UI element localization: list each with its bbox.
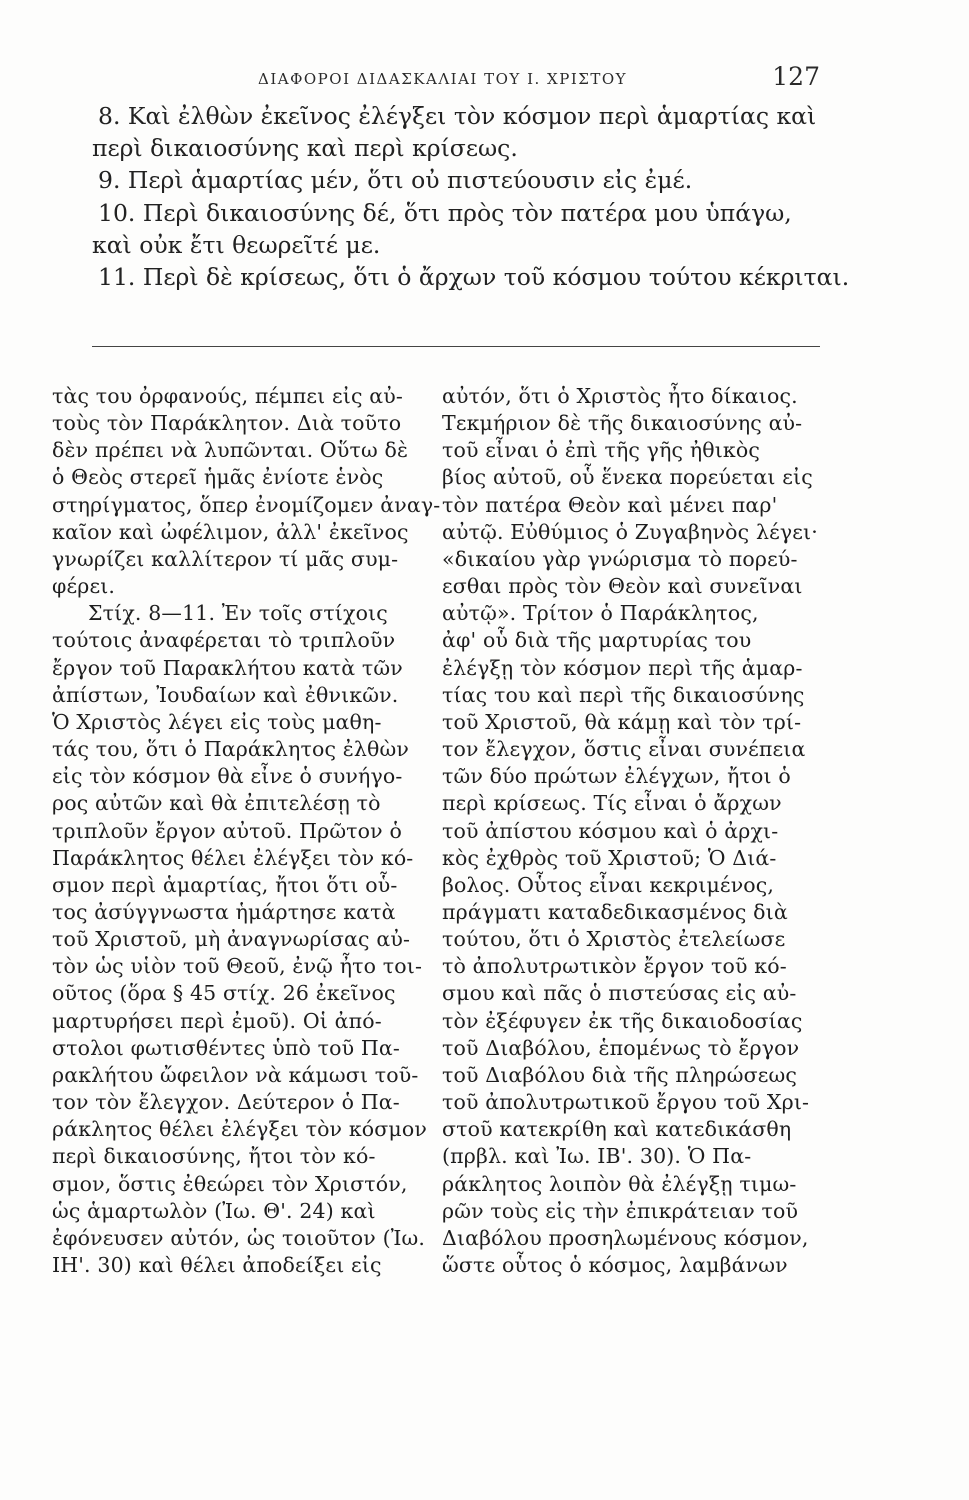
text-line: πράγματι καταδεδικασμένος διὰ [442,899,788,924]
commentary-right-column [442,383,818,1279]
verse-line: 11. Περὶ δὲ κρίσεως, ὅτι ὁ ἄρχων τοῦ κόσμου τούτου κέκριται. [98,263,850,292]
text-line: αὐτῷ». Τρίτον ὁ Παράκλητος, [442,601,759,626]
text-line: τος ἀσύγγνωστα ἡμάρτησε κατὰ [52,899,396,924]
text-line: βολος. Οὗτος εἶναι κεκριμένος, [442,872,775,897]
text-line: σμον περὶ ἁμαρτίας, ἤτοι ὅτι οὗ- [52,872,398,897]
text-line: τούτοις ἀναφέρεται τὸ τριπλοῦν [52,628,396,653]
text-line: ράκλητος λοιπὸν θὰ ἐλέγξῃ τιμω- [442,1171,797,1196]
text-line: ὁ Θεὸς στερεῖ ἡμᾶς ἐνίοτε ἑνὸς [52,465,384,490]
text-line: τὰς του ὀρφανούς, πέμπει εἰς αὐ- [52,384,403,408]
text-line: τοῦ Χριστοῦ, θὰ κάμῃ καὶ τὸν τρί- [442,709,802,734]
text-line: τον τὸν ἔλεγχον. Δεύτερον ὁ Πα- [52,1090,400,1115]
text-line: τοὺς τὸν Παράκλητον. Διὰ τοῦτο [52,411,402,436]
section-divider [92,346,820,347]
text-line: ἀπίστων, Ἰουδαίων καὶ ἐθνικῶν. [52,682,399,707]
text-line: ράκλητος θέλει ἐλέγξει τὸν κόσμον [52,1117,428,1142]
text-line: τῶν δύο πρώτων ἐλέγχων, ἤτοι ὁ [442,764,791,789]
text-line: δὲν πρέπει νὰ λυπῶνται. Οὕτω δὲ [52,438,409,463]
text-line: ἐλέγξῃ τὸν κόσμον περὶ τῆς ἁμαρ- [442,655,803,680]
text-line: τοῦ Διαβόλου, ἑπομένως τὸ ἔργον [442,1035,800,1060]
text-line: γνωρίζει καλλίτερον τί μᾶς συμ- [52,546,399,571]
running-title: ΔΙΑΦΟΡΟΙ ΔΙΔΑΣΚΑΛΙΑΙ ΤΟΥ Ι. ΧΡΙΣΤΟΥ [258,70,628,88]
text-line: σμον, ὅστις ἐθεώρει τὸν Χριστόν, [52,1171,408,1196]
text-line: αὐτῷ. Εὐθύμιος ὁ Ζυγαβηνὸς λέγει· [442,519,818,544]
text-line: κὸς ἐχθρὸς τοῦ Χριστοῦ; Ὁ Διά- [442,845,777,870]
text-line: ρῶν τοὺς εἰς τὴν ἐπικράτειαν τοῦ [442,1198,799,1223]
text-line: τίας του καὶ περὶ τῆς δικαιοσύνης [442,682,805,707]
text-line: τοῦ ἀπολυτρωτικοῦ ἔργου τοῦ Χρι- [442,1090,810,1115]
text-line: τοῦ ἀπίστου κόσμου καὶ ὁ ἀρχι- [442,818,779,843]
text-line: ρακλήτου ὤφειλον νὰ κάμωσι τοῦ- [52,1062,419,1087]
text-line: στηρίγματος, ὅπερ ἐνομίζομεν ἀναγ- [52,492,441,517]
text-line: ρος αὐτῶν καὶ θὰ ἐπιτελέσῃ τὸ [52,791,381,816]
text-line: Τεκμήριον δὲ τῆς δικαιοσύνης αὐ- [442,411,803,436]
scripture-verses [92,100,850,293]
text-line: εσθαι πρὸς τὸν Θεὸν καὶ συνεῖναι [442,574,803,599]
commentary-left-column [52,383,441,1279]
text-line: Στίχ. 8—11. Ἐν τοῖς στίχοις [88,601,388,626]
verse-line: καὶ οὐκ ἔτι θεωρεῖτέ με. [92,230,381,259]
text-line: τὸ ἀπολυτρωτικὸν ἔργον τοῦ κό- [442,954,787,979]
text-line: καῖον καὶ ὠφέλιμον, ἀλλ' ἐκεῖνος [52,519,409,544]
text-line: περὶ δικαιοσύνης, ἤτοι τὸν κό- [52,1144,376,1169]
text-line: αὐτόν, ὅτι ὁ Χριστὸς ἦτο δίκαιος. [442,384,798,408]
text-line: τάς του, ὅτι ὁ Παράκλητος ἐλθὼν [52,737,410,762]
text-line: σμου καὶ πᾶς ὁ πιστεύσας εἰς αὐ- [442,981,797,1006]
text-line: «δικαίου γὰρ γνώρισμα τὸ πορεύ- [442,546,798,571]
text-line: τοῦ Διαβόλου διὰ τῆς πληρώσεως [442,1062,798,1087]
text-line: τον ἔλεγχον, ὅστις εἶναι συνέπεια [442,737,806,762]
text-line: φέρει. [52,574,116,599]
text-line: βίος αὐτοῦ, οὗ ἕνεκα πορεύεται εἰς [442,465,813,490]
text-line: Παράκλητος θέλει ἐλέγξει τὸν κό- [52,845,414,870]
text-line: ἐφόνευσεν αὐτόν, ὡς τοιοῦτον (Ἰω. [52,1225,426,1250]
text-line: τριπλοῦν ἔργον αὐτοῦ. Πρῶτον ὁ [52,818,402,843]
verse-line: 10. Περὶ δικαιοσύνης δέ, ὅτι πρὸς τὸν πατέρα μου ὑπάγω, [98,198,792,227]
text-line: τὸν ἐξέφυγεν ἐκ τῆς δικαιοδοσίας [442,1008,803,1033]
text-line: οῦτος (ὅρα § 45 στίχ. 26 ἐκεῖνος [52,981,396,1006]
text-line: Ὁ Χριστὸς λέγει εἰς τοὺς μαθη- [52,709,382,734]
text-line: εἰς τὸν κόσμον θὰ εἶνε ὁ συνήγο- [52,764,403,789]
text-line: τούτου, ὅτι ὁ Χριστὸς ἐτελείωσε [442,927,786,952]
text-line: ὡς ἁμαρτωλὸν (Ἰω. Θ'. 24) καὶ [52,1198,376,1223]
text-line: (πρβλ. καὶ Ἰω. ΙΒ'. 30). Ὁ Πα- [442,1144,752,1169]
text-line: περὶ κρίσεως. Τίς εἶναι ὁ ἄρχων [442,791,782,816]
verse-line: 9. Περὶ ἁμαρτίας μέν, ὅτι οὐ πιστεύουσιν εἰς ἐμέ. [98,166,693,195]
text-line: στολοι φωτισθέντες ὑπὸ τοῦ Πα- [52,1035,400,1060]
text-line: ΙΗ'. 30) καὶ θέλει ἀποδείξει εἰς [52,1253,382,1277]
text-line: τὸν ὡς υἱὸν τοῦ Θεοῦ, ἐνῷ ἦτο τοι- [52,954,423,979]
text-line: τοῦ εἶναι ὁ ἐπὶ τῆς γῆς ἠθικὸς [442,438,761,463]
text-line: τοῦ Χριστοῦ, μὴ ἀναγνωρίσας αὐ- [52,927,411,952]
text-line: ὥστε οὗτος ὁ κόσμος, λαμβάνων [442,1253,788,1277]
text-line: Διαβόλου προσηλωμένους κόσμον, [442,1225,809,1250]
text-line: στοῦ κατεκρίθη καὶ κατεδικάσθη [442,1117,792,1142]
text-line: τὸν πατέρα Θεὸν καὶ μένει παρ' [442,492,778,517]
page-number: 127 [772,62,820,91]
verse-line: 8. Καὶ ἐλθὼν ἐκεῖνος ἐλέγξει τὸν κόσμον περὶ ἁμαρτίας καὶ [98,102,817,130]
text-line: ἔργον τοῦ Παρακλήτου κατὰ τῶν [52,655,403,680]
running-head [120,62,820,96]
text-line: ἀφ' οὗ διὰ τῆς μαρτυρίας του [442,628,752,653]
text-line: μαρτυρήσει περὶ ἐμοῦ). Οἱ ἀπό- [52,1008,382,1033]
verse-line: περὶ δικαιοσύνης καὶ περὶ κρίσεως. [92,134,518,163]
